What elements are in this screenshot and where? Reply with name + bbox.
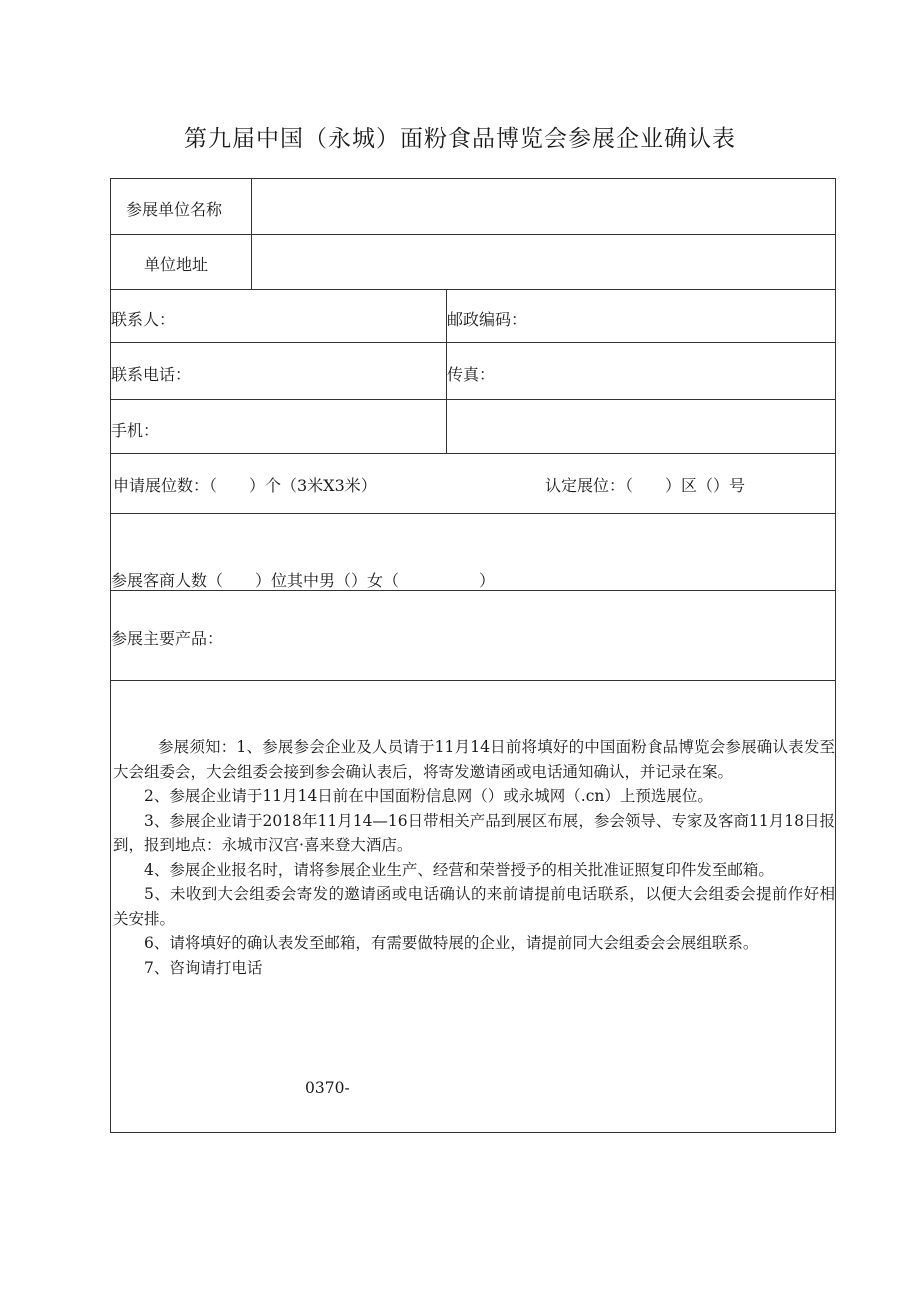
postcode-label: 邮政编码： bbox=[447, 310, 528, 329]
note-item: 5、未收到大会组委会寄发的邀请函或电话确认的来前请提前电话联系，以便大会组委会提前作好相关安排。 bbox=[113, 885, 835, 928]
products-label: 参展主要产品： bbox=[111, 629, 224, 648]
note-item: 4、参展企业报名时，请将参展企业生产、经营和荣誉授予的相关批准证照复印件发至邮箱。 bbox=[144, 860, 774, 879]
note-item: 6、请将填好的确认表发至邮箱，有需要做特展的企业，请提前同大会组委会会展组联系。 bbox=[144, 934, 759, 952]
note-item: 2、参展企业请于11月14日前在中国面粉信息网（）或永城网（.cn）上预选展位。 bbox=[144, 787, 713, 805]
row-divider bbox=[111, 234, 835, 235]
note-item: 3、参展企业请于2018年11月14—16日带相关产品到展区布展，参会领导、专家及客商11月18日报到，报到地点：永城市汉宫·喜来登大酒店。 bbox=[113, 811, 835, 854]
row-divider bbox=[111, 453, 835, 454]
company-name-label: 参展单位名称 bbox=[126, 200, 223, 219]
form-title: 第九届中国（永城）面粉食品博览会参展企业确认表 bbox=[184, 126, 736, 152]
booth-assign-label: 认定展位：（ ）区（）号 bbox=[545, 476, 746, 495]
booth-request-label: 申请展位数：（ ）个（3米X3米） bbox=[113, 476, 377, 495]
note-item: 参展须知：1、参展参会企业及人员请于11月14日前将填好的中国面粉食品博览会参展确认表发至大会组委会，大会组委会接到参会确认表后，将寄发邀请函或电话通知确认，并记录在案。 bbox=[113, 738, 835, 781]
row-divider bbox=[111, 513, 835, 514]
row-divider bbox=[111, 680, 835, 681]
phone-number: 0370- bbox=[305, 1079, 350, 1097]
row-divider bbox=[111, 342, 835, 343]
row-divider bbox=[111, 399, 835, 400]
contact-label: 联系人： bbox=[111, 310, 176, 329]
phone-label: 联系电话： bbox=[111, 365, 192, 384]
notes-section bbox=[113, 735, 835, 980]
note-item: 7、咨询请打电话 bbox=[144, 958, 263, 977]
confirmation-form bbox=[110, 178, 836, 1133]
address-label: 单位地址 bbox=[144, 255, 209, 274]
row-divider bbox=[111, 289, 835, 290]
fax-label: 传真： bbox=[447, 365, 496, 384]
column-divider bbox=[251, 179, 252, 289]
mobile-label: 手机： bbox=[111, 421, 160, 440]
visitors-label: 参展客商人数（ ）位其中男（）女（ ） bbox=[111, 571, 496, 590]
